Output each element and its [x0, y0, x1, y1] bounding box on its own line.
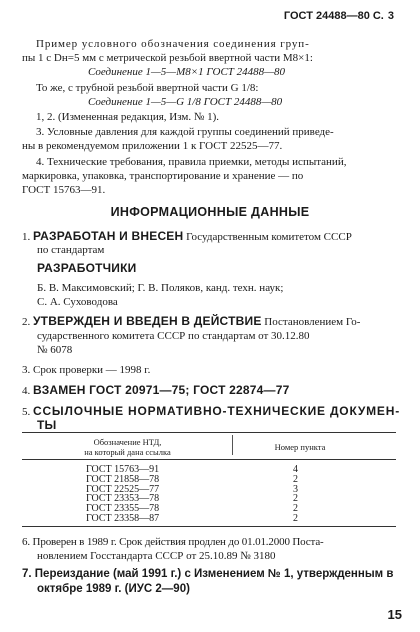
table-row-doc: ГОСТ 23355—78 — [86, 503, 160, 515]
requirements-line-3: ГОСТ 15763—91. — [22, 184, 106, 196]
section-2-text: Постановлением Го- — [264, 316, 361, 328]
pressure-note-line-1: 3. Условные давления для каждой группы соединений приведе- — [36, 126, 334, 138]
table-row-doc: ГОСТ 15763—91 — [86, 464, 160, 475]
table-row-item: 3 — [293, 483, 298, 495]
section-2 — [22, 315, 360, 330]
page-header — [284, 10, 394, 22]
table-bottom-rule — [22, 526, 396, 527]
section-1-text-2: по стандартам — [37, 244, 105, 256]
section-7-line-1: 7. Переиздание (май 1991 г.) с Изменением № 1, утвержденным в — [22, 568, 394, 580]
table-row-item: 2 — [293, 513, 298, 524]
developers-line-2: С. А. Суховодова — [37, 296, 118, 308]
section-3: 3. Срок проверки — 1998 г. — [22, 364, 151, 376]
table-row-doc: ГОСТ 21858—78 — [86, 473, 160, 485]
table-row-doc: ГОСТ 23353—78 — [86, 493, 160, 505]
table-row-item: 2 — [293, 473, 298, 485]
table-row-item: 2 — [293, 493, 298, 505]
requirements-line-2: маркировка, упаковка, транспортирование и хранение — по — [22, 170, 304, 182]
table-row-item: 2 — [293, 503, 298, 515]
table-header-doc-line-1: Обозначение НТД, — [93, 437, 162, 447]
developers-line-1: Б. В. Максимовский; Г. В. Поляков, канд. техн. наук; — [37, 282, 284, 294]
section-2-number: 2. — [22, 316, 31, 328]
table-header-rule — [22, 459, 396, 460]
table-row-item: 4 — [293, 464, 298, 475]
example-line-2: пы 1 с Dн=5 мм с метрической резьбой ввертной части М8×1: — [22, 52, 313, 64]
section-5-label: ССЫЛОЧНЫЕ НОРМАТИВНО-ТЕХНИЧЕСКИЕ ДОКУМЕН- — [33, 404, 400, 418]
example-designation-2: Соединение 1—5—G 1/8 ГОСТ 24488—80 — [88, 96, 283, 108]
table-header-doc-line-2: на который дана ссылка — [84, 447, 171, 457]
section-6-line-2: новлением Госстандарта СССР от 25.10.89 № 3180 — [37, 550, 276, 562]
table-header-item: Номер пункта — [274, 442, 326, 452]
section-1-text: Государственным комитетом СССР — [186, 231, 352, 243]
section-2-text-3: № 6078 — [37, 344, 73, 356]
example-line-4: То же, с трубной резьбой ввертной части G 1/8: — [36, 82, 259, 94]
info-title: ИНФОРМАЦИОННЫЕ ДАННЫЕ — [110, 205, 310, 219]
pressure-note-line-2: ны в рекомендуемом приложении 1 к ГОСТ 22525—77. — [22, 140, 283, 152]
section-4 — [22, 384, 289, 399]
table-top-rule — [22, 432, 396, 433]
example-designation-1: Соединение 1—5—М8×1 ГОСТ 24488—80 — [88, 66, 285, 78]
amendment-note: 1, 2. (Измененная редакция, Изм. № 1). — [36, 111, 220, 123]
section-4-number: 4. — [22, 385, 31, 397]
developers-label: РАЗРАБОТЧИКИ — [37, 261, 137, 275]
section-5-number: 5. — [22, 406, 31, 418]
section-2-text-2: сударственного комитета СССР по стандартам от 30.12.80 — [37, 330, 310, 342]
section-2-label: УТВЕРЖДЕН И ВВЕДЕН В ДЕЙСТВИЕ — [33, 314, 262, 328]
table-header-divider — [232, 435, 233, 455]
section-6-line-1: 6. Проверен в 1989 г. Срок действия продлен до 01.01.2000 Поста- — [22, 536, 324, 548]
requirements-line-1: 4. Технические требования, правила приемки, методы испытаний, — [36, 156, 347, 168]
header-page-number: 3 — [387, 10, 394, 22]
standard-code: ГОСТ 24488—80 С. — [283, 10, 384, 22]
section-5-label-2: ТЫ — [37, 418, 57, 432]
table-row-doc: ГОСТ 23358—87 — [86, 513, 160, 524]
section-4-label: ВЗАМЕН ГОСТ 20971—75; ГОСТ 22874—77 — [33, 383, 290, 397]
section-1 — [22, 230, 352, 245]
section-1-label: РАЗРАБОТАН И ВНЕСЕН — [33, 229, 184, 243]
section-5 — [22, 405, 400, 420]
section-1-number: 1. — [22, 231, 31, 243]
table-row-doc: ГОСТ 22525—77 — [86, 483, 160, 495]
table-header-doc — [40, 437, 215, 457]
section-7-line-2: октябре 1989 г. (ИУС 2—90) — [37, 583, 190, 595]
page-number: 15 — [387, 607, 402, 622]
example-line-1: Пример условного обозначения соединения груп- — [36, 38, 310, 50]
